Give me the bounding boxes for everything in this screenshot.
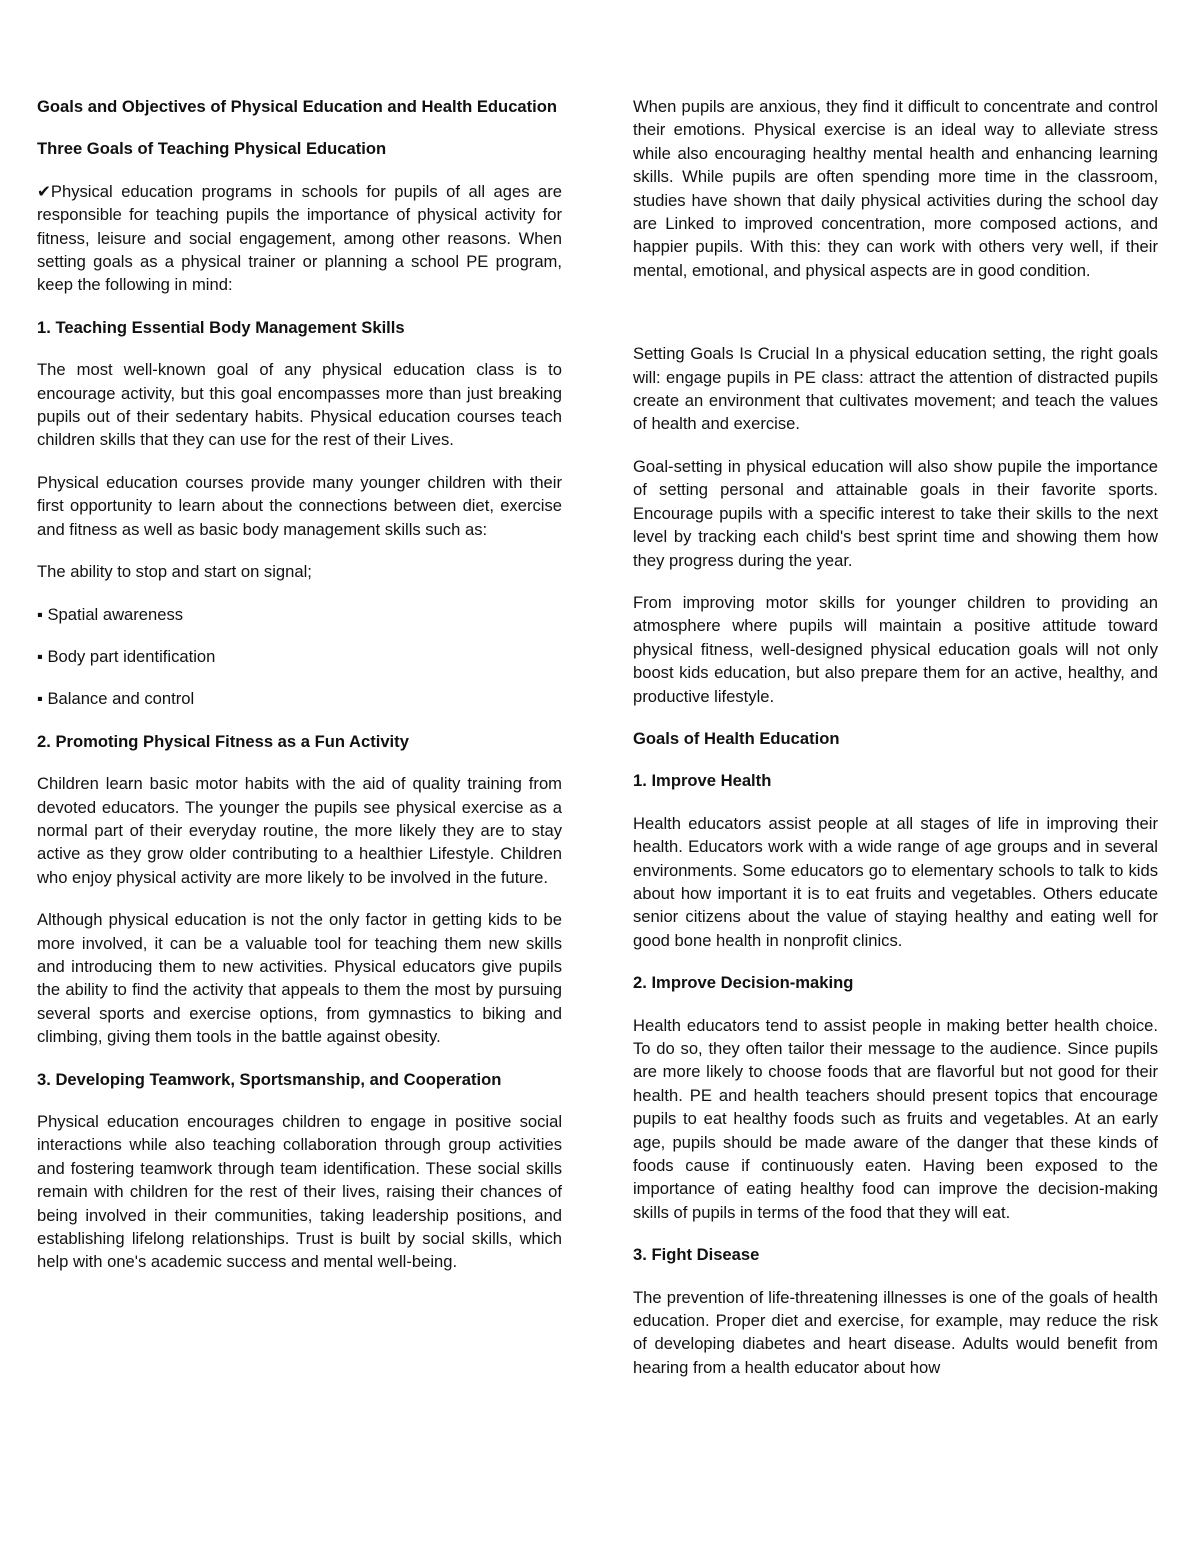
goal3-heading: 3. Developing Teamwork, Sportsmanship, and Cooperation <box>37 1069 502 1089</box>
bullet-item-balance: ▪ Balance and control <box>37 689 195 709</box>
goal-setting-paragraph: Goal-setting in physical education will also show pupile the importance of setting personal and attainable goals in their favorite sports. Encourage pupils with a specific interest to take their skills to the next level by tracking each child's best sprint time and showing them how they progress during the year. <box>633 456 1158 570</box>
fight-disease-heading: 3. Fight Disease <box>633 1245 760 1265</box>
goal2-paragraph-1: Children learn basic motor habits with the aid of quality training from devoted educators. The younger the pupils see physical exercise as a normal part of their everyday routine, the more likely they are to stay active as they grow older contributing to a healthier Lifestyle. Children who enjoy physical activity are more likely to be involved in the future. <box>37 774 562 887</box>
pe-goals-subtitle: Three Goals of Teaching Physical Education <box>37 139 387 159</box>
fight-disease-paragraph: The prevention of life-threatening illnesses is one of the goals of health education. Proper diet and exercise, for example, may reduce the risk of developing diabetes and heart disease. Adults would benefit from hearing from a health educator about how <box>633 1287 1158 1377</box>
decision-making-paragraph: Health educators tend to assist people in making better health choice. To do so, they often tailor their message to the audience. Since pupils are more likely to choose foods that are flavorful but not good for their health. PE and health teachers should present topics that encourage pupils to eat healthy foods such as fruits and vegetables. At an early age, pupils should be made aware of the danger that these kinds of foods cause if continuously eaten. Having been exposed to the importance of eating healthy food can improve the decision-making skills of pupils in terms of the food that they will eat. <box>633 1015 1158 1222</box>
intro-text: Physical education programs in schools for pupils of all ages are responsible for teaching pupils the importance of physical activity for fitness, leisure and social engagement, among other reasons. When setting goals as a physical trainer or planning a school PE program, keep the following in mind: <box>37 181 562 295</box>
goal1-paragraph-1: The most well-known goal of any physical education class is to encourage activity, but this goal encompasses more than just breaking pupils out of their sedentary habits. Physical education courses teach children skills that they can use for the rest of their Lives. <box>37 360 562 450</box>
intro-paragraph <box>37 180 562 297</box>
improve-health-heading: 1. Improve Health <box>633 771 772 791</box>
checkmark-icon: ✔ <box>37 181 51 201</box>
right-column <box>633 95 1158 1379</box>
motor-skills-paragraph: From improving motor skills for younger children to providing an atmosphere where pupils will maintain a positive attitude toward physical fitness, well-designed physical education goals will not only boost kids education, but also prepare them for an active, healthy, and productive lifestyle. <box>633 592 1158 706</box>
goal2-paragraph-2: Although physical education is not the only factor in getting kids to be more involved, it can be a valuable tool for teaching them new skills and introducing them to new activities. Physical educators give pupils the ability to find the activity that appeals to them the most by pursuing several sports and exercise options, from gymnastics to biking and climbing, giving them tools in the battle against obesity. <box>37 910 562 1047</box>
anxiety-paragraph: When pupils are anxious, they find it difficult to concentrate and control their emotions. Physical exercise is an ideal way to alleviate stress while also encouraging healthy mental health and enhancing learning skills. While pupils are often spending more time in the classroom, studies have shown that daily physical activities during the school day are Linked to improved concentration, more composed actions, and happier pupils. With this: they can work with others very well, if their mental, emotional, and physical aspects are in good condition. <box>633 97 1158 280</box>
bullet-item-spatial: ▪ Spatial awareness <box>37 604 184 624</box>
goal1-heading: 1. Teaching Essential Body Management Skills <box>37 317 405 337</box>
goal3-paragraph-1: Physical education encourages children to engage in positive social interactions while also teaching collaboration through group activities and fostering teamwork through team identification. These social skills remain with children for the rest of their lives, raising their chances of being involved in their communities, taking leadership positions, and establishing lifelong relationships. Trust is built by social skills, which help with one's academic success and mental well-being. <box>37 1112 562 1272</box>
goal2-heading: 2. Promoting Physical Fitness as a Fun Activity <box>37 731 409 751</box>
bullet-item-body-part: ▪ Body part identification <box>37 646 216 666</box>
setting-goals-paragraph: Setting Goals Is Crucial In a physical education setting, the right goals will: engage pupils in PE class: attract the attention of distracted pupils create an environment that cultivates movement; and teach the values of health and exercise. <box>633 344 1158 434</box>
left-column <box>37 95 562 1293</box>
health-goals-heading: Goals of Health Education <box>633 728 840 748</box>
goal1-paragraph-2: Physical education courses provide many younger children with their first opportunity to learn about the connections between diet, exercise and fitness as well as basic body management skills such as: <box>37 472 562 539</box>
improve-health-paragraph: Health educators assist people at all stages of life in improving their health. Educators work with a wide range of age groups and in several environments. Some educators go to elementary schools to talk to kids about how important it is to eat fruits and vegetables. Others educate senior citizens about the value of staying healthy and eating well for good bone health in nonprofit clinics. <box>633 813 1158 950</box>
goal1-paragraph-3: The ability to stop and start on signal; <box>37 562 312 582</box>
decision-making-heading: 2. Improve Decision-making <box>633 973 854 993</box>
document-title: Goals and Objectives of Physical Education and Health Education <box>37 97 558 116</box>
